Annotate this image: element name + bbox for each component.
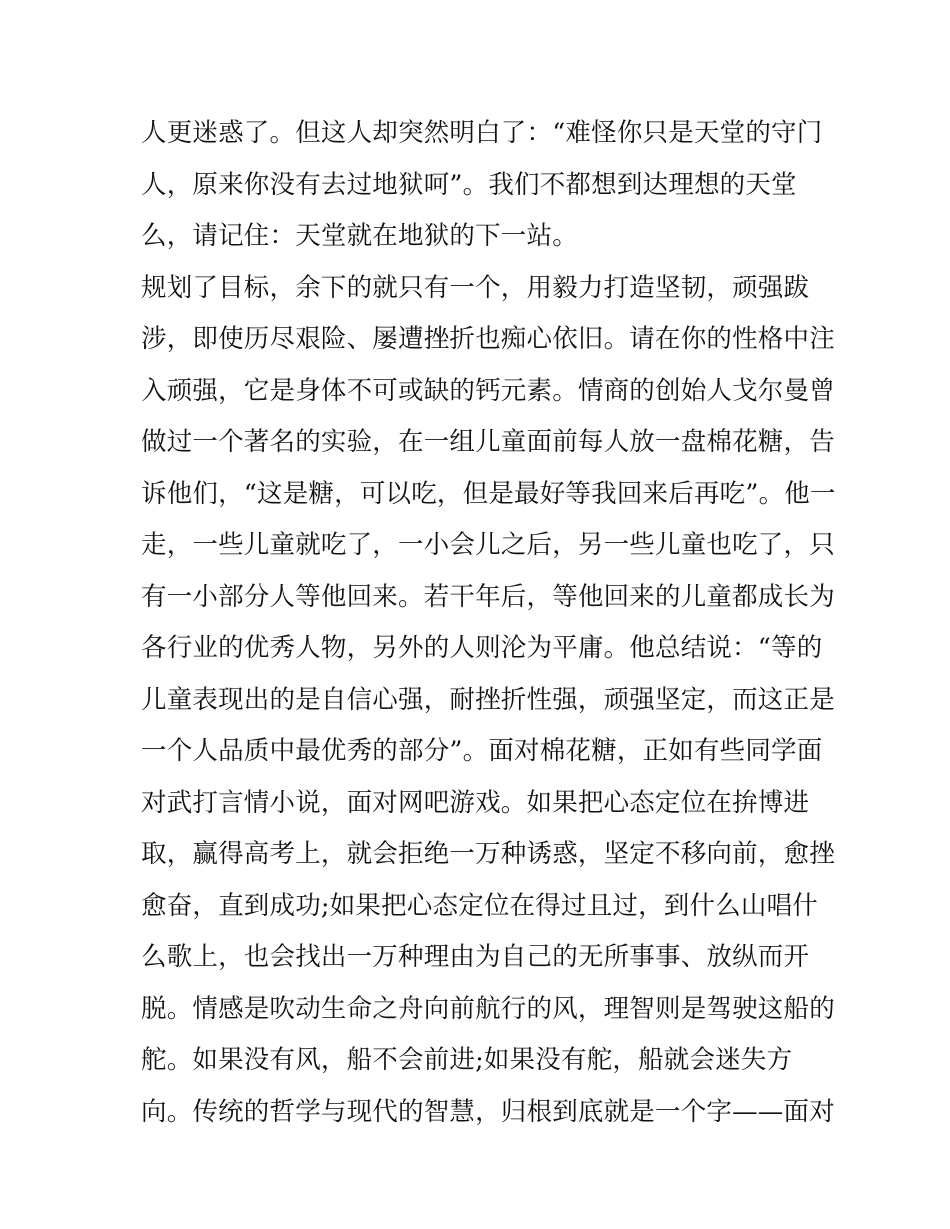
text-line: 愈奋，直到成功;如果把心态定位在得过且过，到什么山唱什 bbox=[141, 890, 818, 921]
text-line: 舵。如果没有风，船不会前进;如果没有舵，船就会迷失方 bbox=[141, 1045, 793, 1075]
text-line: 么，请记住：天堂就在地狱的下一站。 bbox=[141, 221, 578, 251]
body-text bbox=[141, 108, 836, 1138]
text-line: 人，原来你没有去过地狱呵”。我们不都想到达理想的天堂 bbox=[141, 169, 797, 200]
text-line: 取，赢得高考上，就会拒绝一万种诱惑，坚定不移向前，愈挫 bbox=[141, 839, 835, 869]
text-line: 脱。情感是吹动生命之舟向前航行的风，理智则是驾驶这船的 bbox=[141, 993, 835, 1024]
text-line: 一个人品质中最优秀的部分”。面对棉花糖，正如有些同学面 bbox=[141, 736, 823, 766]
text-line: 儿童表现出的是自信心强，耐挫折性强，顽强坚定，而这正是 bbox=[141, 684, 835, 715]
text-line: 各行业的优秀人物，另外的人则沦为平庸。他总结说：“等的 bbox=[141, 633, 823, 663]
text-line: 人更迷惑了。但这人却突然明白了：“难怪你只是天堂的守门 bbox=[141, 118, 823, 148]
text-line: 诉他们，“这是糖，可以吃，但是最好等我回来后再吃”。他一 bbox=[141, 478, 836, 509]
text-line: 规划了目标，余下的就只有一个，用毅力打造坚韧，顽强跋 bbox=[141, 272, 810, 303]
text-line: 涉，即使历尽艰险、屡遭挫折也痴心依旧。请在你的性格中注 bbox=[141, 324, 835, 354]
text-line: 向。传统的哲学与现代的智慧，归根到底就是一个字——面对 bbox=[141, 1096, 835, 1127]
text-line: 做过一个著名的实验，在一组儿童面前每人放一盘棉花糖，告 bbox=[141, 427, 835, 457]
text-line: 对武打言情小说，面对网吧游戏。如果把心态定位在拚博进 bbox=[141, 787, 810, 818]
text-line: 走，一些儿童就吃了，一小会儿之后，另一些儿童也吃了，只 bbox=[141, 530, 835, 560]
text-line: 入顽强，它是身体不可或缺的钙元素。情商的创始人戈尔曼曾 bbox=[141, 375, 835, 406]
text-line: 有一小部分人等他回来。若干年后，等他回来的儿童都成长为 bbox=[141, 581, 835, 612]
text-line: 么歌上，也会找出一万种理由为自己的无所事事、放纵而开 bbox=[141, 942, 810, 972]
